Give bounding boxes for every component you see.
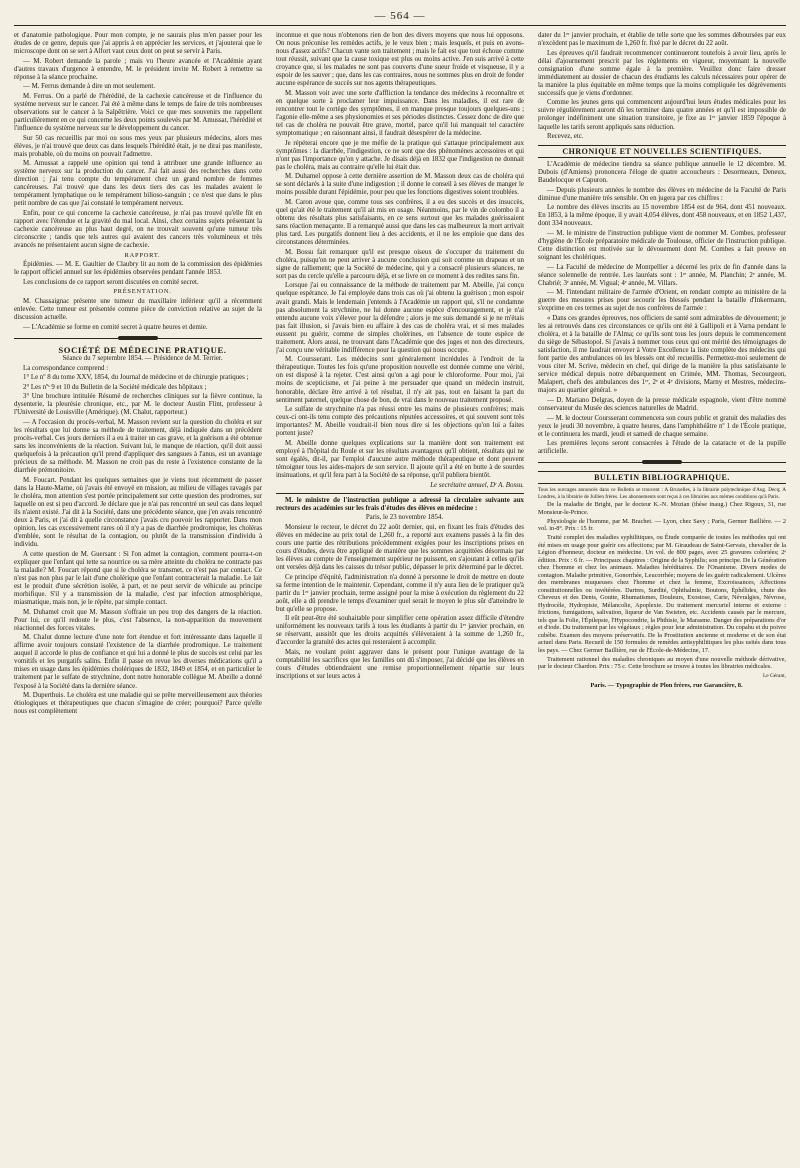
column-2 — [276, 32, 524, 1152]
paragraph: A cette question de M. Guersant : Si l'on admet la contagion, comment pourra-t-on expliquer que l'enfant qui tette sa nourrice ou sa mère atteinte du choléra ne contracte pas la maladie? M. Foucart répond que si le choléra se transmet, ce n'est pas par contact. Ce n'est pas non plus par le lait d'une cholérique que l'enfant contracterait la maladie. Le lait est le produit d'une sécrétion isolée, à part, et ne peut servir de véhicule au principe morbifique. S'il y a transmission de la maladie, c'est par infection atmosphérique, miasmatique, mais non, je le répète, par simple contact. — [14, 550, 262, 607]
bulletin-note: Tous les ouvrages annoncés dans ce Bulletin se trouvent : A Bruxelles, à la librairie polytechnique d'Aug. Decq; A Londres, à la librairie de Jullien frères. Les abonnements sont reçus à ces librairies aux mêmes conditions qu'à Paris. — [538, 487, 786, 500]
paragraph: Sur 50 cas recueillis par moi ou sous mes yeux par plusieurs médecins, alors mes élèves, je n'ai trouvé que deux cas dans lesquels l'hérédité était, je ne dirai pas manifeste, mais probable, où du moins on pouvait l'admettre. — [14, 134, 262, 158]
paragraph: — M. Robert demande la parole ; mais vu l'heure avancée et l'Académie ayant d'autres travaux d'urgence à entendre, M. le président invite M. Robert à remettre sa réponse à la séance prochaine. — [14, 57, 262, 81]
paragraph: M. Caron avoue que, comme tous ses confrères, il a eu des succès et des insuccès, quel qu'ait été le traitement qu'il ait mis en usage. Néanmoins, par le vin de colombo il a obtenu des résultats plus satisfaisants, en ce sens surtout que les malades guérissaient sans réaction menaçante. Il a remarqué aussi que dans les cas malheureux la mort arrivait plus tard. Les purgatifs donnent lieu à des accidents, et il ne les emploie que dans des circonstances déterminées. — [276, 198, 524, 247]
section-heading-presentation: PRÉSENTATION. — [113, 288, 172, 296]
paragraph: Les premières leçons seront consacrées à l'étude de la cataracte et de la pupille artificielle. — [538, 440, 786, 456]
bibliography-entry: Traitement rationnel des maladies chroniques au moyen d'une nouvelle méthode dérivative, par le docteur Chardon. Prix : 75 c. Cette brochure se trouve à toutes les librairies médicales. — [538, 655, 786, 671]
paragraph: Enfin, pour ce qui concerne la cachexie cancéreuse, je n'ai pas trouvé qu'elle fût en rapport avec l'étendue et la gravité du mal local. Ainsi, chez certains sujets présentant la cachexie cancéreuse au plus haut degré, on ne trouvait souvent qu'une tumeur très circonscrite ; tandis que tels autres qui avaient des cancers très volumineux et très avancés ne présentaient aucun signe de cachexie. — [14, 209, 262, 250]
page-number: — 564 — — [374, 10, 426, 22]
circular-intro: M. le ministre de l'instruction publique a adressé la circulaire suivante aux recteurs des académies sur les frais d'études des élèves en médecine : — [276, 496, 524, 512]
bibliography-entry: De la maladie de Bright, par le docteur K.-N. Mozian (thèse inaug.) Chez Rigoux, 31, rue Monsieur-le-Prince. — [538, 501, 786, 516]
paragraph: M. Chassaignac présente une tumeur du maxillaire inférieur qu'il a récemment enlevée. Cette tumeur est présentée comme pièce de conviction relative au sujet de la discussion actuelle. — [14, 297, 262, 322]
printer-imprint: Paris. — Typographie de Plon frères, rue Garancière, 8. — [590, 681, 743, 689]
paragraph: Mais, ne voulant point aggraver dans le présent pour l'unique avantage de la comptabilité les sacrifices que les familles ont dû s'imposer, j'ai décidé que les élèves en cours d'études obtiendraient une remise proportionnellement répartie sur leurs inscriptions et sur leurs actes à — [276, 648, 524, 681]
section-heading-chronique: CHRONIQUE ET NOUVELLES SCIENTIFIQUES. — [538, 145, 786, 158]
paragraph: — D. Mariano Delgras, doyen de la presse médicale espagnole, vient d'être nommé conservateur du Musée des sciences naturelles de Madrid. — [538, 396, 786, 413]
paragraph: Lorsque j'ai eu connaissance de la méthode de traitement par M. Abeille, j'ai conçu quelque espérance. Je l'ai employée dans trois cas où j'ai obtenu la guérison ; mon espoir avait grandi. Mais le lendemain j'entends à l'Académie un rapport qui, s'il ne condamne pas absolument la strychnine, ne lui donne aucune espèce d'encouragement, et je n'ai entendu aucune voix s'élever pour la défendre ; alors je me suis demandé si je ne m'étais pas fait illusion, si j'avais bien eu affaire à des cas de choléra vrai, et si mes malades eussent pu guérir, comme de simples cholérines, en l'absence de toute espèce de traitement. Alors aussi, ne trouvant dans l'Académie que des juges et non des directeurs, j'ai conçu une véritable indifférence pour la question qui nous occupe. — [276, 282, 524, 354]
paragraph: Les épreuves qu'il faudrait recommencer continueront toutefois à avoir lieu, après le délai d'ajournement prescrit par les règlements en vigueur, moyennant la nouvelle consignation d'une somme égale à la première. Veuillez donc faire dresser immédiatement au dossier de chacun des étudiants les calculs nécessaires pour opérer de la manière la plus équitable en même temps que la moins compliquée les dégrèvements successifs que je viens d'ordonner. — [538, 49, 786, 97]
paragraph: dater du 1ᵉʳ janvier prochain, et établie de telle sorte que les sommes déboursées par eux n'excèdent pas le maximum de 1,260 fr. fixé par le décret du 22 août. — [538, 32, 786, 48]
paragraph: M. Ferrus. On a parlé de l'hérédité, de la cachexie cancéreuse et de l'influence du système nerveux sur le cancer. J'ai été à même dans le temps de faire de très nombreuses observations sur le cancer à la Salpêtrière. Voici ce que mes souvenirs me rappellent particulièrement en ce qui concerne les deux points soulevés par M. Amussat, l'hérédité et l'influence du système nerveux sur le développement du cancer. — [14, 92, 262, 133]
paragraph: — A l'occasion du procès-verbal, M. Masson revient sur la question du choléra et sur les résultats que lui donne sa méthode de traitement, déjà indiquée dans un précédent procès-verbal. Ces jours derniers il a eu à traiter un cas grave, et la guérison a été obtenue sans les inconvénients de la réaction. Suivant lui, le manque de réaction, qu'il doit aussi quelquefois à la précaution qu'il prend d'appliquer des sangsues à l'anus, est un avantage précieux de sa méthode. M. Masson ne croit pas du reste à l'existence constante de la diarrhée prémonitoire. — [14, 419, 262, 475]
bibliography-entry: Traité complet des maladies syphilitiques, ou Étude comparée de toutes les méthodes qui ont été mises en usage pour guérir ces affections; par M. Giraudeau de Saint-Gervais, chevalier de la Légion d'honneur, docteur en médecine. Un vol. de 800 pages, avec 25 gravures coloriées; 2ᵉ édition. Prix : 6 fr. — Principaux chapitres : Origine de la Syphilis; son principe. De la Génération chez l'homme et chez les animaux. Maladies héréditaires. De l'Onanisme. Divers modes de contagion. Maladie primitive, Gonorrhée, Leucorrhée; moyens de les guérir radicalement. Ulcères des membranes muqueuses chez l'homme et chez la femme, Excroissances, Affections constitutionnelles ou invétérées. Dartres, Surdité, Ophthalmie, Boutons, Éphélides, chute des Cheveux et des Dents, Goutte, Rhumatismes, Douleurs, Exostose, Carie, Névralgies, Névrose, Hydrocèle, Hydropisie, Mélancolie, Apoplexie. Du traitement mercuriel interne et externe : frictions, fumigations, salivation, liqueur de Van Swieten, etc. Accidents causés par le mercure, tels que la Folie, l'Épilepsie, l'Hypocondrie, la Phthisie, le Marasme. Danger des préparations d'or et d'iode. Du traitement par les végétaux ; règles pour leur administration. Du copahu et du poivre cubèbe. Examen des moyens préservatifs. De la Prostitution ancienne et moderne et de son état actuel dans Paris. Recueil de 150 formules de remèdes antisyphilitiques les plus usités dans tous les pays. — Chez Germer Baillière, rue de l'École-de-Médecine, 17. — [538, 534, 786, 654]
section-heading-bibliographique: BULLETIN BIBLIOGRAPHIQUE. — [538, 471, 786, 484]
paragraph: 2° Les nºˢ 9 et 10 du Bulletin de la Société médicale des hôpitaux ; — [23, 383, 207, 391]
secretary-signature: Le secrétaire annuel, Dʳ A. Bossu. — [430, 481, 524, 489]
paragraph: Monsieur le recteur, le décret du 22 août dernier, qui, en fixant les frais d'études des élèves en médecine au prix total de 1,260 fr., a reporté aux examens passés à la fin des cours une partie des rétributions précédemment exigées pour les inscriptions prises en cours d'études, devra être appliqué de manière que les sommes acquittées désormais par les élèves au compte de l'enseignement supérieur ne puissent, en s'ajoutant à celles qu'ils ont versées déjà dans les caisses du trésor public, dépasser le prix déterminé par le décret. — [276, 523, 524, 571]
section-heading-rapport: RAPPORT. — [124, 251, 161, 259]
paragraph: M. Duhamel oppose à cette dernière assertion de M. Masson deux cas de choléra qui se sont déclarés à la suite d'une indigestion ; il donne le conseil à ses élèves de manger le moins possible durant l'épidémie, pour peu que les fonctions digestives soient troublées. — [276, 173, 524, 197]
paragraph: — M. le ministre de l'instruction publique vient de nommer M. Combes, professeur d'hygiène de l'École préparatoire médicale de Toulouse, officier de l'instruction publique. Cette distinction est motivée sur le dévouement dont M. Combes a fait preuve en soignant les cholériques. — [538, 230, 786, 262]
paragraph: L'Académie de médecine tiendra sa séance publique annuelle le 12 décembre. M. Dubois (d'Amiens) prononcera l'éloge de quatre accoucheurs : Desormeaux, Deneux, Baudelocque et Capuron. — [538, 161, 786, 185]
header-rule — [14, 25, 786, 26]
paragraph: M. Duperthuis. Le choléra est une maladie qui se prête merveilleusement aux théories étiologiques et thérapeutiques que chacun s'imagine de créer; pourquoi? Parce qu'elle nous est complètement — [14, 692, 262, 716]
paragraph: Épidémies. — M. E. Gaultier de Claubry lit au nom de la commission des épidémies le rapport officiel annuel sur les épidémies observées pendant l'année 1853. — [14, 261, 262, 277]
paragraph: Recevez, etc. — [547, 133, 584, 141]
paragraph: M. Chalut donne lecture d'une note fort étendue et fort intéressante dans laquelle il affirme avoir toujours constaté l'existence de la diarrhée prodromique. Le traitement auquel il accorde le plus de confiance et qui lui a donné le plus de succès est celui par les vomitifs et les purgatifs salins. Enfin il passe en revue les diverses médications qu'il a mises en usage dans les épidémies cholériques de 1832, 1849 et 1854, et en particulier le traitement par le sulfate de strychnine, dont notre honorable collègue M. Abeille a donné l'exposé à la Société dans la dernière séance. — [14, 634, 262, 690]
paragraph: Je répéterai encore que je me méfie de la pratique qui s'attaque principalement aux symptômes : la diarrhée, l'indigestion, ce ne sont que des phénomènes accessoires et qui n'ont pas l'importance qu'on y attache. Je disais déjà en 1832 que l'indigestion ne donnait pas le choléra, mais au contraire qu'elle lui était due. — [276, 139, 524, 171]
paragraph: 1° Le nº 8 du tome XXV, 1854, du Journal de médecine et de chirurgie pratiques ; — [23, 374, 249, 382]
column-1 — [14, 32, 262, 1152]
paragraph: — La Faculté de médecine de Montpellier a décerné les prix de fin d'année dans la séance solennelle de rentrée. Les lauréats sont : 1ʳᵉ année, M. Planchin; 2ᵉ année, M. Chabrié; 3ᵉ année, M. Vigual; 4ᵉ année, M. Villars. — [538, 263, 786, 287]
paragraph: Le sulfate de strychnine n'a pas réussi entre les mains de plusieurs confrères; mais ceux-ci ont-ils tenu compte des précautions réputées accessoires, et qui souvent sont très importantes? M. Abeille voudrait-il bien nous dire si les objections qu'on lui a faites portent juste? — [276, 406, 524, 438]
paragraph: M. Amussat a rappelé une opinion qui tend à attribuer une grande influence au système nerveux sur la production du cancer. J'ai fait aussi des recherches dans cette direction ; j'ai tenu compte du tempérament chez un grand nombre de femmes cancéreuses. J'ai trouvé que dans les deux tiers des cas les malades avaient le tempérament lymphatique ou le tempérament bilioso-sanguin ; ce n'est que dans le plus petit nombre de cas que j'ai constaté le tempérament nerveux. — [14, 160, 262, 208]
paragraph: — M. Ferrus demande à dire un mot seulement. — [23, 83, 156, 91]
paragraph: Ce principe d'équité, l'administration n'a donné à personne le droit de mettre en doute sa ferme intention de le maintenir. Cependant, comme il n'y aura lieu de le pratiquer qu'à partir du 1ᵉʳ janvier prochain, terme assigné pour la mise à exécution du règlement du 22 août, elle a dû prendre le temps d'examiner quel serait le moyen le plus sûr d'atteindre le but qu'elle se propose. — [276, 573, 524, 613]
paragraph: Le nombre des élèves inscrits au 15 novembre 1854 est de 964, dont 451 nouveaux. En 1853, à la même époque, il y avait 4,054 élèves, dont 458 nouveaux, et en 1852 1,437, dont 334 nouveaux. — [538, 204, 786, 228]
paragraph: Il eût peut-être été souhaitable pour simplifier cette opération assez difficile d'étendre uniformément les nouveaux tarifs à tous les étudiants à partir du 1ᵉʳ janvier prochain, en se réservant, aussitôt que les droits acquittés s'élèveraient à la somme de 1,260 fr., d'accorder la gratuité des actes qui resteraient à accomplir. — [276, 615, 524, 647]
paragraph: — M. l'intendant militaire de l'armée d'Orient, en rendant compte au ministère de la guerre des mesures prises pour secourir les blessés pendant la bataille d'Inkermann, s'exprime en ces termes au sujet de nos confrères de l'armée : — [538, 289, 786, 313]
paragraph: M. Duhamel croit que M. Masson s'offraie un peu trop des dangers de la réaction. Pour lui, ce qu'il redoute le plus, c'est l'absence, la non-apparition du mouvement réactionnel des forces vitales. — [14, 608, 262, 632]
paragraph: — Depuis plusieurs années le nombre des élèves en médecine de la Faculté de Paris diminue d'une manière très sensible. On en jugera par ces chiffres : — [538, 186, 786, 202]
paragraph: et d'anatomie pathologique. Pour mon compte, je ne saurais plus m'en passer pour les études de ce genre, depuis que j'ai appris à en apprécier les services, et j'ajouterai que le microscope dont on se sert à Alfort vaut ceux dont on peut se servir à Paris. — [14, 32, 262, 56]
bibliography-entry: Physiologie de l'homme, par M. Brachet. — Lyon, chez Savy ; Paris, Germer Baillière. — 2 vol. in-8°. Prix : 15 fr. — [538, 517, 786, 533]
newspaper-page — [14, 8, 786, 1158]
section-heading-society: SOCIÉTÉ DE MÉDECINE PRATIQUE. — [58, 344, 227, 355]
paragraph: Les conclusions de ce rapport seront discutées en comité secret. — [23, 278, 199, 286]
paragraph: Comme les jeunes gens qui commencent aujourd'hui leurs études médicales pour les suivre régulièrement auront dû les terminer dans quatre années et qu'il est impossible de prolonger indéfiniment une situation transitoire, je fixe au 1ᵉʳ janvier 1859 l'époque à laquelle les tarifs seront appliqués sans réduction. — [538, 99, 786, 131]
columns — [14, 32, 786, 1152]
paragraph: — M. le docteur Coursserant commencera son cours public et gratuit des maladies des yeux le jeudi 30 novembre, à quatre heures, dans l'amphithéâtre nº 1 de l'École pratique, et le continuera les mardi, jeudi et samedi de chaque semaine. — [538, 414, 786, 438]
section-separator — [538, 459, 786, 467]
paragraph: inconnue et que nous n'obtenons rien de bon des divers moyens que nous lui opposons. On nous préconise les remèdes actifs, je le veux bien ; mais lesquels, et puis en avons-nous d'assez actifs? Chacun vante son traitement ; mais le fait est que tout échoue comme tout réussit, suivant que la cause toxique est plus ou moins active. J'en suis arrivé à cette croyance que, si les malades ne sont pas couverts d'une sueur froide et visqueuse, il y a espoir de les sauver ; que, dans les cas contraires, nous ne sommes plus en droit de fonder aucune espérance de succès sur nos agents thérapeutiques. — [276, 32, 524, 88]
gerant-line: Le Gérant, — [762, 673, 786, 680]
circular-date: Paris, le 23 novembre 1854. — [365, 514, 444, 522]
paragraph: — L'Académie se forme en comité secret à quatre heures et demie. — [23, 323, 208, 331]
paragraph: M. Masson voit avec une sorte d'affliction la tendance des médecins à reconnaître et en quelque sorte à proclamer leur impuissance. Dans les maladies, il est rare de rencontrer tout le cortège des symptômes, il en manque presque toujours quelques-uns ; l'agonie elle-même a ses physionomies et ses périodes distinctes. Cessez donc de dire que tel cas de choléra ne pouvait être grave, mortel, parce qu'il lui manquait tel caractère symptomatique ; en raisonnant ainsi, il faudrait désespérer de la médecine. — [276, 89, 524, 138]
paragraph: M. Bossu fait remarquer qu'il est presque oiseux de s'occuper du traitement du choléra, puisqu'on ne peut arriver à aucune conclusion qui soit comme un drapeau et un signe de ralliement; que la Société de médecine, qui y a consacré plusieurs séances, ne sort pas du cercle qu'elle a parcouru déjà, et se livre en ce moment à des redites sans fin. — [276, 248, 524, 280]
section-separator — [14, 335, 262, 343]
paragraph: M. Abeille donne quelques explications sur la manière dont son traitement est employé à l'hôpital du Roule et sur les résultats avantageux qu'il obtient, résultats qui ne sont égalés, dit-il, par l'emploi d'aucune autre méthode thérapeutique et dont peuvent témoigner tous les aides-majors de son service. Il ajoute qu'il a été en butte à de sourdes insinuations, et qu'il fera part à la Société de sa réponse, qu'il publiera bientôt. — [276, 439, 524, 479]
column-3 — [538, 32, 786, 1152]
paragraph: La correspondance comprend : — [23, 364, 109, 372]
paragraph: 3° Une brochure intitulée Résumé de recherches cliniques sur la fièvre continue, la dysenterie, la pleurésie chronique, etc., par M. le docteur Austin Flint, professeur à l'Université de Louisville (Amérique). (M. Chalut, rapporteur.) — [14, 393, 262, 417]
paragraph: M. Foucart. Pendant les quelques semaines que je viens tout récemment de passer dans la Haute-Marne, où j'avais été envoyé en mission, au milieu de villages ravagés par le choléra, mon attention s'est portée principalement sur cette question des prodromes, sur laquelle on est si peu d'accord. Je déclare que je n'ai pas rencontré un seul cas dans lequel ils n'aient existé. J'ai dit à la Société, dans une précédente séance, que j'en avais rencontré deux à Paris, et j'ai dit à quelle circonstance j'avais cru pouvoir les rapporter. Dans mon opinion, les cas excessivement rares où il n'y a pas de diarrhée prodromique, les choléras d'emblée, sont le résultat de la contagion, ou plutôt de la transmission d'individu à individu. — [14, 476, 262, 549]
paragraph: « Dans ces grandes épreuves, nos officiers de santé sont admirables de dévouement; je les ai retrouvés dans ces circonstances ce qu'ils ont été à Gallipoli et à Varna pendant le choléra, et à la bataille de l'Alma; ce qu'ils sont tous les jours depuis le commencement du siège de Sébastopol. Si j'avais à nommer tous ceux qui ont mérité des témoignages de satisfaction, il me faudrait envoyer à Votre Excellence la liste complète des médecins qui font partie des ambulances où les blessés ont été recueillis. Permettez-moi seulement de vous citer M. Scrive, médecin en chef, qui dirige de la manière la plus satisfaisante le service médical depuis notre débarquement en Crimée, MM. Thomas, Secourgeon, Malapert, chefs des ambulances des 1ʳᵉ, 2ᵉ et 4ᵉ divisions, Marny et Mestres, médecins-majors au quartier général. » — [538, 315, 786, 395]
separator-rule — [276, 493, 524, 494]
paragraph: M. Coursserant. Les médecins sont généralement incrédules à l'endroit de la thérapeutique. Toutes les fois qu'une proposition nouvelle est donnée comme une vérité, on est disposé à la rejeter. C'est ainsi qu'on a agi pour le chloroforme. Pour moi, j'ai moins de scepticisme, et j'ai peine à me persuader que quand un médecin instruit, honorable, déclare être arrivé à tel résultat, il n'y ait pas, tout en faisant la part du sentiment paternel, quelque chose de bon, de vrai dans le nouveau traitement proposé. — [276, 356, 524, 404]
session-line: Séance du 7 septembre 1854. — Présidence de M. Terrier. — [62, 355, 223, 363]
